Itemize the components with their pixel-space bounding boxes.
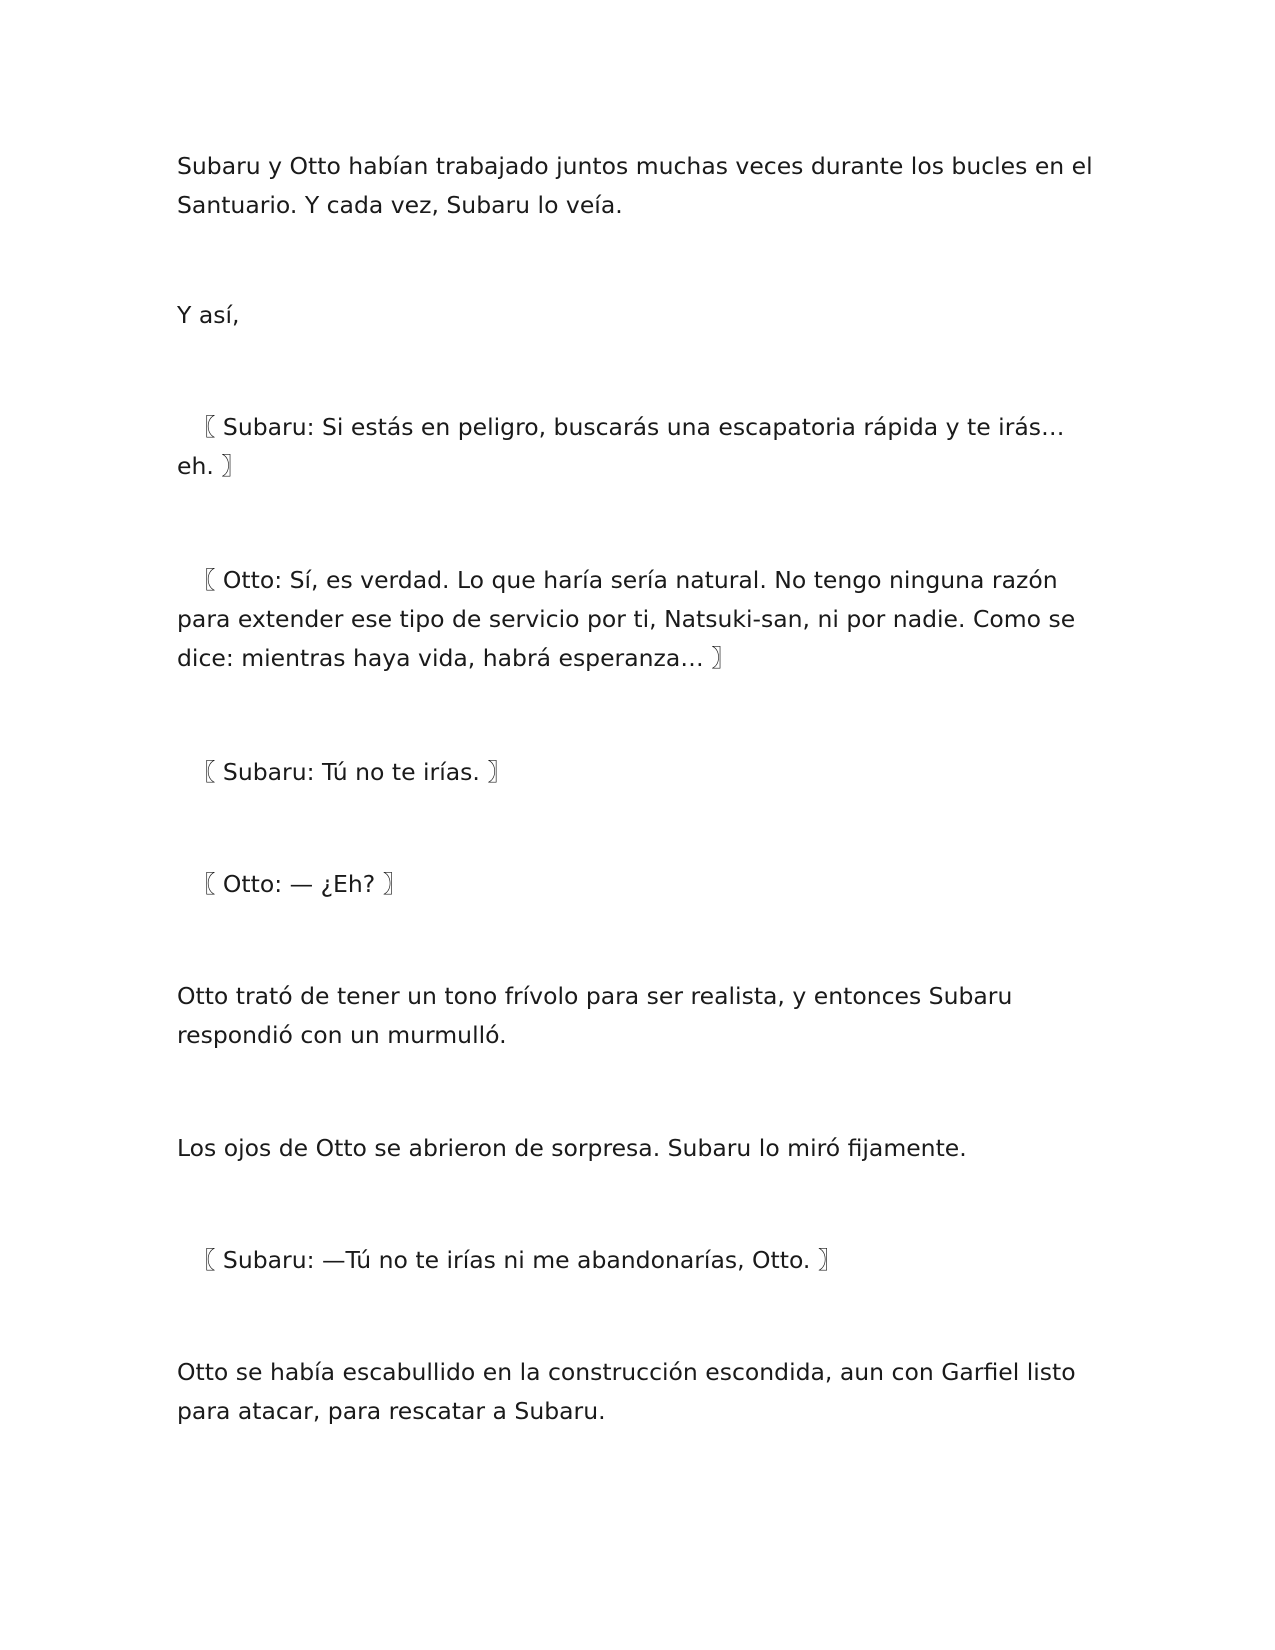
narration-paragraph: Y así,	[177, 301, 240, 329]
dialogue-paragraph: 〖 Subaru: —Tú no te irías ni me abandonarías, Otto. 〗	[177, 1246, 842, 1274]
narration-paragraph: Otto trató de tener un tono frívolo para ser realista, y entonces Subaru respondió con un murmulló.	[177, 982, 1013, 1049]
narration-paragraph: Otto se había escabullido en la construcción escondida, aun con Garfiel listo para atacar, para rescatar a Subaru.	[177, 1358, 1076, 1425]
narration-paragraph: Los ojos de Otto se abrieron de sorpresa. Subaru lo miró fijamente.	[177, 1134, 967, 1162]
dialogue-paragraph: 〖 Subaru: Tú no te irías. 〗	[177, 758, 511, 786]
dialogue-paragraph: 〖 Otto: — ¿Eh? 〗	[177, 870, 407, 898]
narration-paragraph: Subaru y Otto habían trabajado juntos muchas veces durante los bucles en el Santuario. Y cada vez, Subaru lo veía.	[177, 152, 1093, 219]
dialogue-paragraph: 〖 Subaru: Si estás en peligro, buscarás una escapatoria rápida y te irás… eh. 〗	[177, 413, 1065, 480]
dialogue-paragraph: 〖 Otto: Sí, es verdad. Lo que haría sería natural. No tengo ninguna razón para extender ese tipo de servicio por ti, Natsuki-san, ni por nadie. Como se dice: mientras haya vida, habrá esperanza… 〗	[177, 566, 1076, 672]
